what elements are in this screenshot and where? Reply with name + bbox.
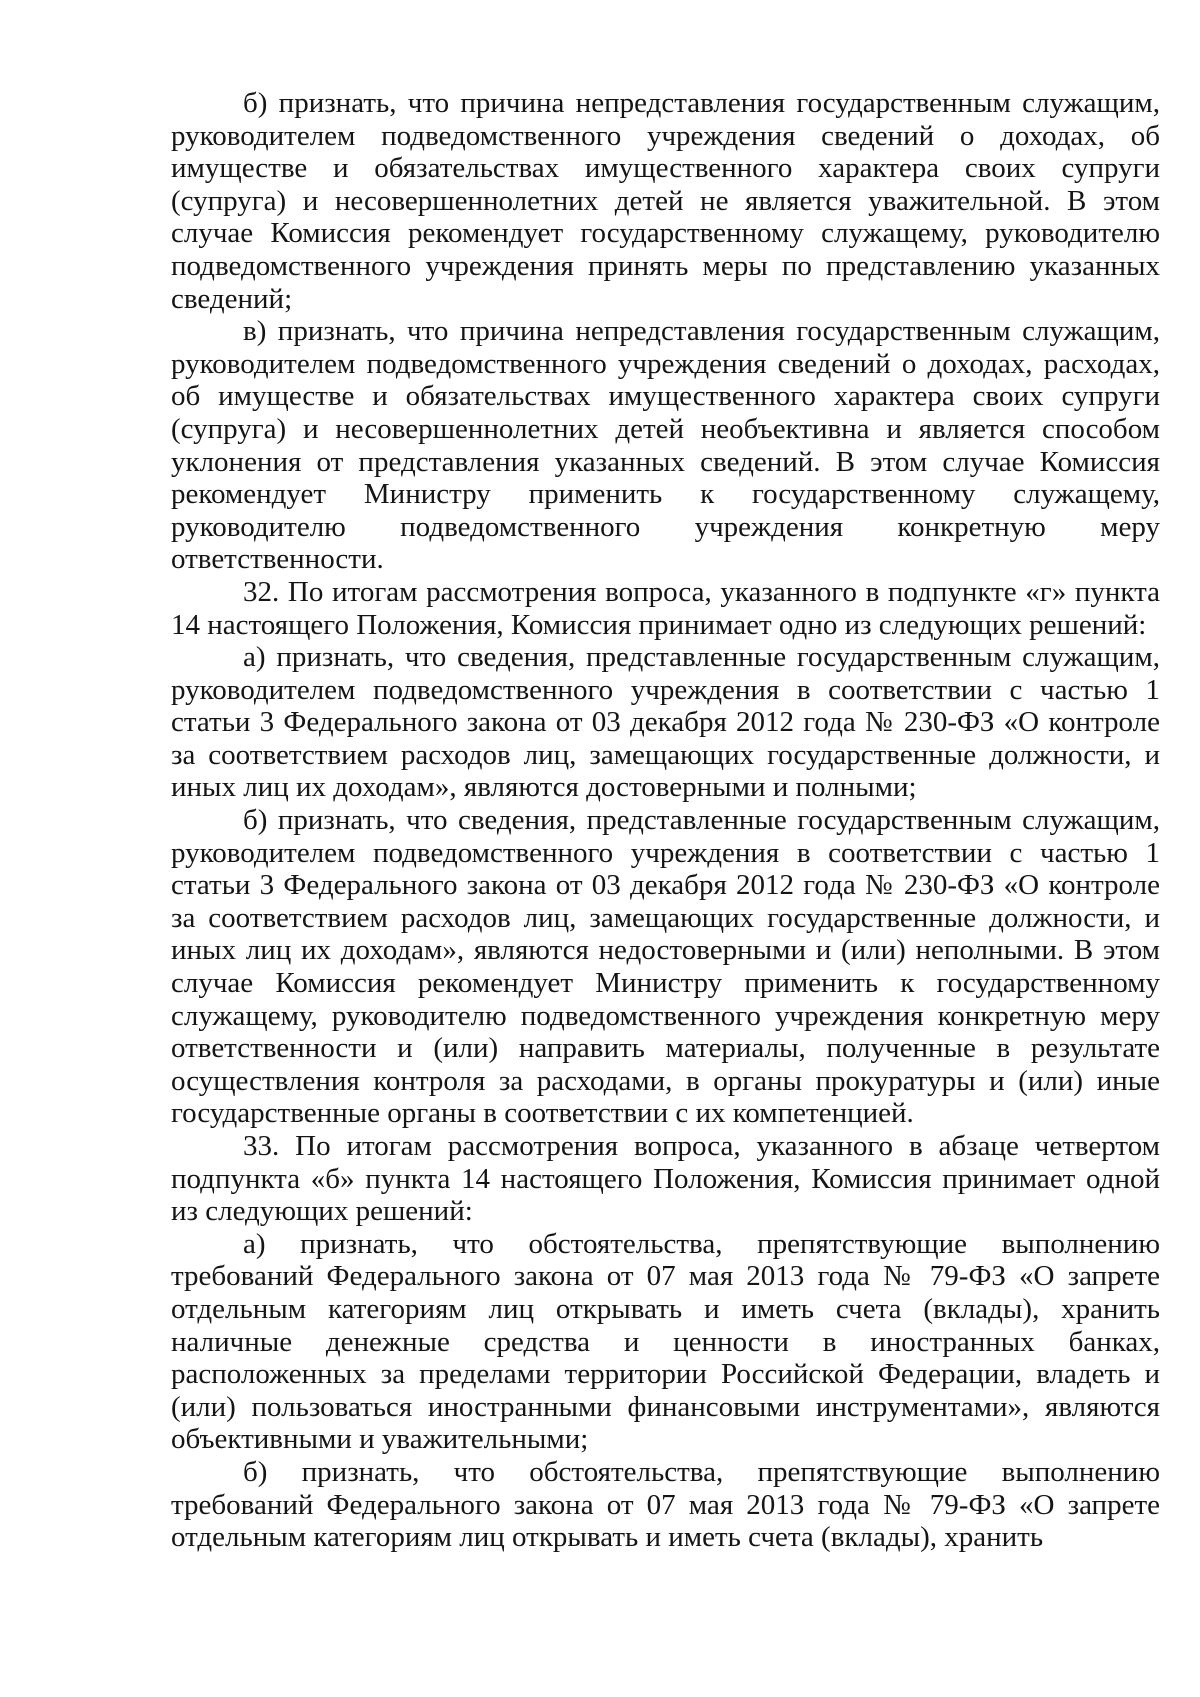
paragraph-33b: б) признать, что обстоятельства, препятствующие выполнению требований Федерального закона от 07 мая 2013 года № 79-ФЗ «О запрете отдельным категориям лиц открывать и иметь счета (вклады), хранить xyxy=(171,1455,1160,1554)
paragraph-33: 33. По итогам рассмотрения вопроса, указанного в абзаце четвертом подпункта «б» пункта 14 настоящего Положения, Комиссия принимает одной из следующих решений: xyxy=(171,1130,1160,1228)
paragraph-31b: б) признать, что причина непредставления государственным служащим, руководителем подведомственного учреждения сведений о доходах, об имуществе и обязательствах имущественного характера своих супруги (супруга) и несовершеннолетних детей не является уважительной. В этом случае Комиссия рекомендует государственному служащему, руководителю подведомственного учреждения принять меры по представлению указанных сведений; xyxy=(171,87,1160,315)
paragraph-32b: б) признать, что сведения, представленные государственным служащим, руководителем подведомственного учреждения в соответствии с частью 1 статьи 3 Федерального закона от 03 декабря 2012 года № 230-ФЗ «О контроле за соответствием расходов лиц, замещающих государственные должности, и иных лиц их доходам», являются недостоверными и (или) неполными. В этом случае Комиссия рекомендует Министру применить к государственному служащему, руководителю подведомственного учреждения конкретную меру ответственности и (или) направить материалы, полученные в результате осуществления контроля за расходами, в органы прокуратуры и (или) иные государственные органы в соответствии с их компетенцией. xyxy=(171,804,1160,1130)
paragraph-31v: в) признать, что причина непредставления государственным служащим, руководителем подведомственного учреждения сведений о доходах, расходах, об имуществе и обязательствах имущественного характера своих супруги (супруга) и несовершеннолетних детей необъективна и является способом уклонения от представления указанных сведений. В этом случае Комиссия рекомендует Министру применить к государственному служащему, руководителю подведомственного учреждения конкретную меру ответственности. xyxy=(171,315,1160,576)
paragraph-33a: а) признать, что обстоятельства, препятствующие выполнению требований Федерального закона от 07 мая 2013 года № 79-ФЗ «О запрете отдельным категориям лиц открывать и иметь счета (вклады), хранить наличные денежные средства и ценности в иностранных банках, расположенных за пределами территории Российской Федерации, владеть и (или) пользоваться иностранными финансовыми инструментами», являются объективными и уважительными; xyxy=(171,1227,1160,1456)
paragraph-32a: а) признать, что сведения, представленные государственным служащим, руководителем подведомственного учреждения в соответствии с частью 1 статьи 3 Федерального закона от 03 декабря 2012 года № 230-ФЗ «О контроле за соответствием расходов лиц, замещающих государственные должности, и иных лиц их доходам», являются достоверными и полными; xyxy=(171,641,1160,804)
document-body xyxy=(171,87,1160,1554)
paragraph-32: 32. По итогам рассмотрения вопроса, указанного в подпункте «г» пункта 14 настоящего Положения, Комиссия принимает одно из следующих решений: xyxy=(171,575,1160,641)
